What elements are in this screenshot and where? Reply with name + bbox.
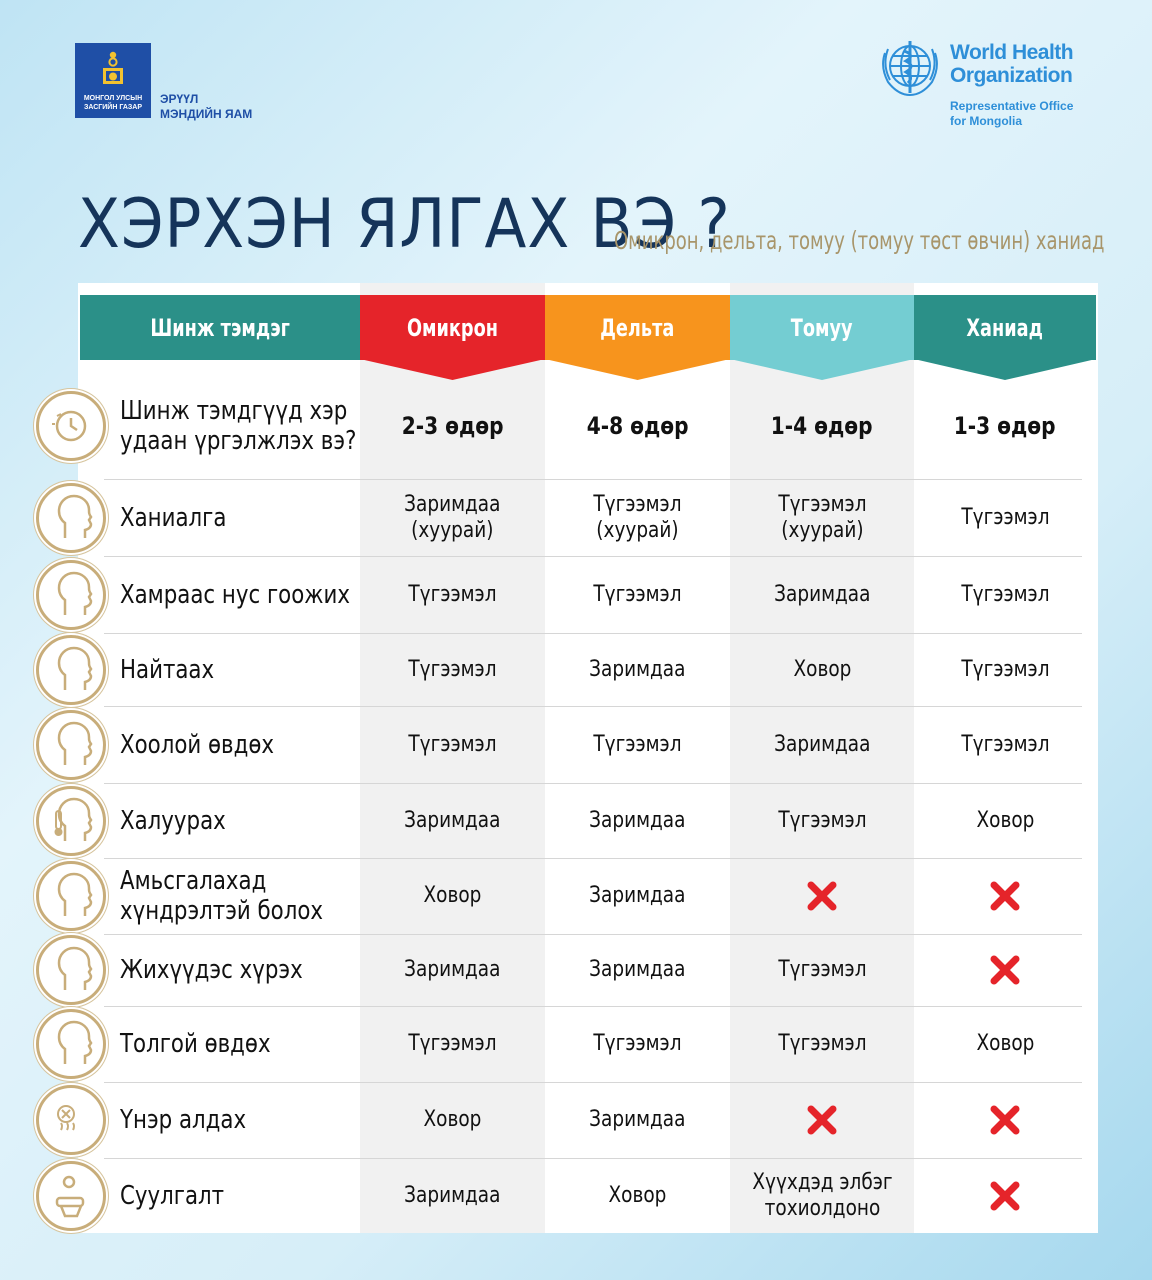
cross-icon [730,1082,914,1158]
who-office: Representative Office for Mongolia [950,99,1074,128]
table-cell: Ховор [423,883,482,908]
table-cell: Түгээмэл [960,581,1050,607]
symptom-label: Ханиалга [120,502,227,533]
cross-icon [914,858,1096,934]
table-cell: Түгээмэл [593,731,682,757]
header-cold: Ханиад [914,295,1096,360]
symptom-label: Хамраас нус гоожих [120,579,350,610]
symptom-label: Халуурах [120,805,226,836]
sore-throat-icon [36,710,106,780]
table-cell: Ховор [423,1107,482,1132]
table-cell: Заримдаа [589,1107,686,1132]
symptom-label: Суулгалт [120,1180,225,1211]
symptom-label: Хоолой өвдөх [120,729,275,760]
table-cell: Түгээмэл [593,581,682,607]
symptom-label: Найтаах [120,654,215,685]
symptom-label: Жихүүдэс хүрэх [120,955,303,985]
symptom-label: Үнэр алдах [120,1105,247,1135]
table-cell: Заримдаа [773,731,871,757]
table-cell: Түгээмэл [777,807,867,833]
table-cell: Заримдаа [404,957,501,982]
sneeze-icon [36,635,106,705]
government-logo-text: МОНГОЛ УЛСЫН ЗАСГИЙН ГАЗАР [83,95,143,111]
header-omicron: Омикрон [360,295,545,360]
table-cell: Заримдаа [589,656,686,682]
breathing-icon [36,861,106,931]
page-title: ХЭРХЭН ЯЛГАХ ВЭ ? [78,185,731,264]
symptom-label: Толгой өвдөх [120,1029,271,1059]
table-cell: 1-3 өдөр [954,412,1056,440]
cross-icon [914,934,1096,1006]
table-cell: Ховор [608,1182,667,1208]
table-cell: Ховор [976,807,1034,833]
table-cell: Түгээмэл [408,731,497,757]
table-cell: Түгээмэл [777,1031,867,1056]
cross-icon [730,858,914,934]
runny-nose-icon [36,560,106,630]
table-cell: Ховор [976,1031,1034,1056]
table-cell: Түгээмэл [777,957,867,982]
table-cell: Заримдаа (хуурай) [404,491,501,543]
header-symptom: Шинж тэмдэг [80,295,360,360]
cross-icon [914,1082,1096,1158]
table-cell: Түгээмэл [960,731,1050,757]
table-cell: Түгээмэл [408,581,497,607]
table-cell: Хүүхдэд элбэг тохиолдоно [751,1169,893,1221]
who-globe-icon [876,35,944,99]
table-cell: Заримдаа [589,807,686,833]
header-flu: Томуу [730,295,914,360]
cross-icon [914,1158,1096,1233]
table-cell: Түгээмэл (хуурай) [777,491,867,543]
table-cell: 1-4 өдөр [771,412,873,440]
table-cell: Түгээмэл [960,656,1050,682]
table-cell: 2-3 өдөр [401,412,504,440]
ministry-name: ЭРҮҮЛ МЭНДИЙН ЯАМ [160,92,253,121]
table-cell: 4-8 өдөр [586,412,689,440]
body-ache-icon [36,935,106,1005]
table-cell: Заримдаа [404,1182,501,1208]
thermometer-icon [36,786,106,856]
table-cell: Түгээмэл [593,1031,682,1056]
symptom-label: Шинж тэмдгүүд хэр удаан үргэлжлэх вэ? [120,396,357,456]
soyombo-emblem-icon [101,51,125,85]
cough-head-icon [36,483,106,553]
symptom-label: Амьсгалахад хүндрэлтэй болох [120,866,324,926]
table-cell: Түгээмэл [408,1031,497,1056]
smell-loss-icon [36,1085,106,1155]
header-delta: Дельта [545,295,730,360]
table-cell: Ховор [793,656,851,682]
government-logo [75,43,151,118]
who-name: World Health Organization [950,41,1074,87]
who-logo [876,35,1086,135]
headache-icon [36,1009,106,1079]
toilet-icon [36,1161,106,1231]
table-cell: Заримдаа [589,883,686,908]
table-cell: Заримдаа [589,957,686,982]
page-subtitle: Омикрон, дельта, томуу (томуу төст өвчин) ханиад [614,226,1105,255]
table-cell: Заримдаа [404,807,501,833]
table-cell: Түгээмэл [408,656,497,682]
clock-icon [36,391,106,461]
comparison-table [78,283,1098,1233]
table-cell: Заримдаа [773,581,871,607]
table-cell: Түгээмэл [960,504,1050,530]
table-cell: Түгээмэл (хуурай) [593,491,682,543]
